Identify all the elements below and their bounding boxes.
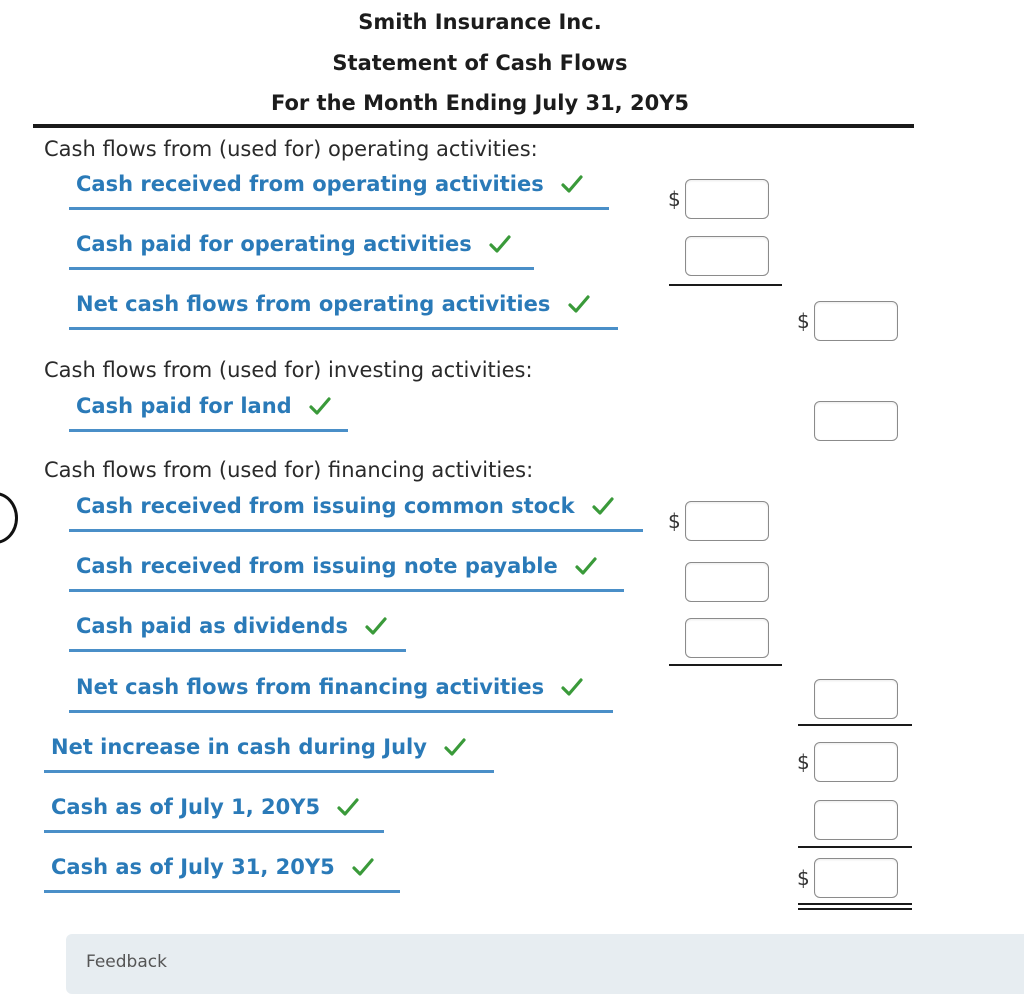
cash-received-stock-label: Cash received from issuing common stock [76,494,575,518]
cash-july31-label: Cash as of July 31, 20Y5 [51,855,335,879]
cash-paid-operating-select[interactable] [69,230,534,270]
cash-received-operating-select[interactable] [69,170,609,210]
dollar-sign: $ [797,750,810,774]
cash-july1-label: Cash as of July 1, 20Y5 [51,795,321,819]
subtotal-underline [798,724,912,726]
operating-section-heading: Cash flows from (used for) operating activities: [44,137,538,161]
check-icon [309,396,331,416]
subtotal-underline [798,846,912,848]
double-underline-bottom [798,908,912,910]
cash-received-note-label: Cash received from issuing note payable [76,554,558,578]
investing-section-heading: Cash flows from (used for) investing activities: [44,358,533,382]
check-icon [561,174,583,194]
cash-received-operating-input[interactable] [685,179,769,219]
dollar-sign: $ [668,509,681,533]
net-operating-input[interactable] [814,301,898,341]
cash-july1-input[interactable] [814,800,898,840]
net-financing-label: Net cash flows from financing activities [76,675,545,699]
net-financing-input[interactable] [814,679,898,719]
cash-received-operating-label: Cash received from operating activities [76,172,544,196]
cash-paid-land-label: Cash paid for land [76,394,292,418]
dollar-sign: $ [797,866,810,890]
cash-july1-select[interactable] [44,793,384,833]
cash-paid-dividends-select[interactable] [69,612,406,652]
check-icon [489,234,511,254]
cash-july31-input[interactable] [814,858,898,898]
subtotal-underline [669,664,782,666]
cash-received-stock-input[interactable] [685,501,769,541]
cash-paid-operating-label: Cash paid for operating activities [76,232,472,256]
check-icon [337,797,359,817]
check-icon [444,737,466,757]
cash-paid-operating-input[interactable] [685,236,769,276]
dollar-sign: $ [797,309,810,333]
check-icon [568,294,590,314]
subtotal-underline [669,284,782,286]
cash-received-note-input[interactable] [685,562,769,602]
cash-july31-select[interactable] [44,853,400,893]
feedback-panel [66,934,1024,994]
check-icon [575,556,597,576]
net-increase-label: Net increase in cash during July [51,735,427,759]
net-increase-input[interactable] [814,742,898,782]
cash-paid-land-input[interactable] [814,401,898,441]
company-name: Smith Insurance Inc. [358,10,602,34]
check-icon [365,616,387,636]
dollar-sign: $ [668,187,681,211]
cash-received-note-select[interactable] [69,552,624,592]
check-icon [592,496,614,516]
check-icon [561,677,583,697]
net-operating-select[interactable] [69,290,618,330]
check-icon [352,857,374,877]
net-increase-select[interactable] [44,733,494,773]
financing-section-heading: Cash flows from (used for) financing activities: [44,458,534,482]
header-rule [33,124,914,128]
statement-title: Statement of Cash Flows [332,51,628,75]
cash-paid-dividends-label: Cash paid as dividends [76,614,348,638]
cash-paid-dividends-input[interactable] [685,618,769,658]
statement-period: For the Month Ending July 31, 20Y5 [270,91,690,115]
net-financing-select[interactable] [69,673,613,713]
double-underline-top [798,903,912,905]
net-operating-label: Net cash flows from operating activities [76,292,551,316]
cash-received-stock-select[interactable] [69,492,643,532]
cash-paid-land-select[interactable] [69,392,348,432]
margin-bracket-graphic [0,492,18,544]
feedback-label: Feedback [86,952,167,972]
